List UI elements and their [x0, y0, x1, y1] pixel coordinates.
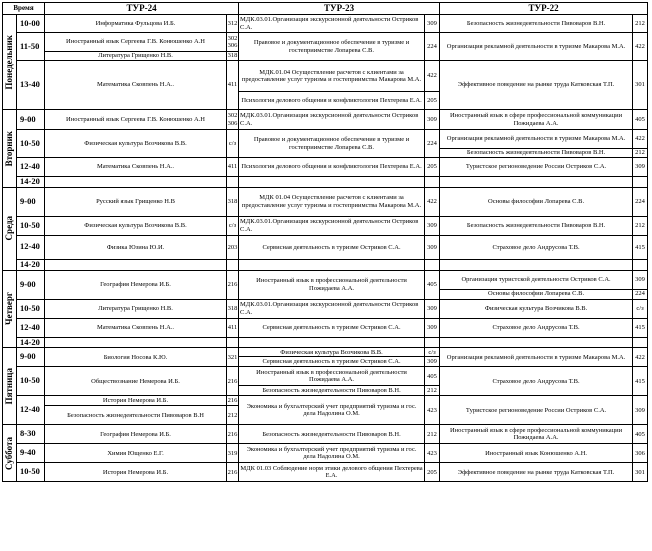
time-slot: 10-50	[17, 130, 45, 158]
day-tuesday: Вторник	[3, 110, 17, 188]
room-cell: 309	[633, 396, 648, 425]
class-cell: Организация рекламной деятельности в туризме Макарова М.А.	[440, 130, 633, 149]
room-cell: 306	[633, 444, 648, 463]
class-cell: Литература Грищенко Н.В.	[45, 299, 227, 318]
class-cell	[239, 259, 425, 270]
room-cell: 422	[425, 187, 440, 216]
class-cell	[239, 337, 425, 348]
class-cell: Физическая культура Возчикова В.В.	[45, 216, 227, 235]
room-cell: 411	[227, 318, 239, 337]
class-cell: Математика Сковпень Н.А..	[45, 61, 227, 110]
class-cell: Безопасность жизнедеятельности Пивоваров В.Н.	[440, 216, 633, 235]
class-cell: Психология делового общения и конфликтология Пехтерева Е.А.	[239, 158, 425, 177]
class-cell: Организация рекламной деятельности в туризме Макарова М.А.	[440, 348, 633, 367]
class-cell: Туристское регионоведение России Остриков С.А.	[440, 396, 633, 425]
class-cell: География Немерова И.Б.	[45, 425, 227, 444]
room-cell: 309	[633, 158, 648, 177]
class-cell: Литература Грищенко Н.В.	[45, 52, 227, 61]
class-cell	[45, 337, 227, 348]
class-cell	[440, 337, 633, 348]
class-cell: МДК 01.03 Соблюдение норм этики делового общения Пехтерева Е.А.	[239, 463, 425, 482]
time-slot: 12-40	[17, 235, 45, 259]
schedule-row	[3, 15, 648, 33]
schedule-row	[3, 367, 648, 386]
time-slot: 10-50	[17, 216, 45, 235]
room-cell: 224	[633, 187, 648, 216]
class-cell: Иностранный язык в профессиональной деятельности Пожидаева А.А.	[239, 367, 425, 386]
schedule-row	[3, 177, 648, 188]
room-cell: 318	[227, 52, 238, 60]
room-cell	[227, 259, 239, 270]
time-slot: 9-00	[17, 187, 45, 216]
schedule-row	[3, 348, 648, 357]
schedule-row	[3, 463, 648, 482]
room-cell: 405	[633, 110, 648, 130]
room-cell: 321	[227, 348, 239, 367]
schedule-table	[2, 2, 648, 482]
class-cell: Информатика Фульцова И.Б.	[45, 15, 227, 33]
room-cell: 309	[425, 318, 440, 337]
time-slot: 10-50	[17, 463, 45, 482]
room-cell	[425, 259, 440, 270]
room-cell: 212	[633, 15, 648, 33]
room-cell	[425, 337, 440, 348]
room-cell: с/з	[633, 299, 648, 318]
class-cell: Безопасность жизнедеятельности Пивоваров В.Н.	[440, 15, 633, 33]
class-cell: Иностранный язык Сергеева Г.В. Конюшенко А.Н	[45, 33, 227, 52]
room-cell: 415	[633, 318, 648, 337]
room-cell: 411	[227, 158, 239, 177]
schedule-row	[3, 216, 648, 235]
room-cell: 224	[633, 289, 648, 299]
class-cell: Физическая культура Возчикова В.В.	[45, 130, 227, 158]
class-cell: Организация рекламной деятельности в туризме Макарова М.А.	[440, 33, 633, 61]
room-cell: 216	[227, 397, 238, 405]
room-cell: с/з	[227, 216, 239, 235]
class-cell: Физика Юзина Ю.И.	[45, 235, 227, 259]
room-cell: 411	[227, 61, 239, 110]
time-slot: 11-50	[17, 33, 45, 61]
room-cell: 309	[425, 216, 440, 235]
room-cell: 302 306	[227, 110, 239, 130]
room-cell	[633, 259, 648, 270]
class-cell: Безопасность жизнедеятельности Пивоваров В.Н.	[239, 386, 425, 396]
class-cell: МДК.03.01.Организация экскурсионной деятельности Остриков С.А.	[239, 299, 425, 318]
class-cell: Иностранный язык Конюшенко А.Н.	[440, 444, 633, 463]
schedule-row	[3, 299, 648, 318]
room-cell: 423	[425, 396, 440, 425]
room-cell: 312	[227, 15, 239, 33]
header-group-tur23: ТУР-23	[239, 3, 440, 15]
room-cell	[425, 177, 440, 188]
class-cell: МДК.03.01.Организация экскурсионной деятельности Остриков С.А.	[239, 110, 425, 130]
time-slot: 9-40	[17, 444, 45, 463]
room-cell: 318	[227, 299, 239, 318]
room-cell: 309	[425, 235, 440, 259]
room-cell: 319	[227, 444, 239, 463]
class-cell: МДК 01.04 Осуществление расчетов с клиентами за предоставление услуг туризма и гостеприимства Макарова М.А.	[239, 187, 425, 216]
room-cell: 309	[425, 110, 440, 130]
time-slot: 14-20	[17, 337, 45, 348]
class-cell: Основы философии Лопарева С.В.	[440, 187, 633, 216]
day-friday: Пятница	[3, 348, 17, 425]
time-slot: 9-00	[17, 270, 45, 299]
time-slot: 10-00	[17, 15, 45, 33]
class-cell: Туристское регионоведение России Остриков С.А.	[440, 158, 633, 177]
room-cell: 224	[425, 130, 440, 158]
room-cell: 205	[425, 92, 440, 110]
header-group-tur24: ТУР-24	[45, 3, 239, 15]
class-cell: Страховое дело Андрусова Т.В.	[440, 235, 633, 259]
class-cell	[239, 177, 425, 188]
time-slot: 9-00	[17, 110, 45, 130]
class-cell: Физическая культура Возчикова В.В.	[239, 348, 425, 357]
schedule-row	[3, 425, 648, 444]
day-thursday: Четверг	[3, 270, 17, 348]
room-cell: 212	[425, 425, 440, 444]
class-cell: МДК.03.01.Организация экскурсионной деятельности Остриков С.А.	[239, 15, 425, 33]
schedule-row	[3, 187, 648, 216]
class-cell: Организация туристской деятельности Остриков С.А.	[440, 270, 633, 289]
schedule-row	[3, 259, 648, 270]
class-cell: Правовое и документационное обеспечение в туризме и гостеприимстве Лопарева С.В.	[239, 130, 425, 158]
class-cell: Иностранный язык в сфере профессиональной коммуникации Пожидаева А.А.	[440, 425, 633, 444]
class-cell: Страховое дело Андрусова Т.В.	[440, 367, 633, 396]
time-slot: 14-20	[17, 259, 45, 270]
room-cell: 309	[425, 357, 440, 367]
room-cell: 415	[633, 367, 648, 396]
room-cell: 309	[633, 270, 648, 289]
class-cell: Иностранный язык Сергеева Г.В. Конюшенко А.Н	[45, 110, 227, 130]
class-cell: Основы философии Лопарева С.В.	[440, 289, 633, 299]
class-cell: Безопасность жизнедеятельности Пивоваров В.Н.	[239, 425, 425, 444]
room-cell: 422	[633, 348, 648, 367]
room-cell	[633, 177, 648, 188]
header-time: Время	[3, 3, 45, 15]
schedule-row	[3, 444, 648, 463]
schedule-row	[3, 61, 648, 91]
class-cell: История Немерова И.Б.	[45, 463, 227, 482]
room-cell: 216	[227, 367, 239, 396]
time-slot: 9-00	[17, 348, 45, 367]
class-cell: Экономика и бухгалтерский учет предприятий туризма и гос. дела Надолина О.М.	[239, 444, 425, 463]
class-cell: МДК.01.04 Осуществление расчетов с клиентами за предоставление услуг туризма и гостеприимства Макарова М.А.	[239, 61, 425, 92]
class-cell: Математика Сковпень Н.А..	[45, 158, 227, 177]
schedule-row	[3, 158, 648, 177]
class-cell	[45, 259, 227, 270]
room-cell: 203	[227, 235, 239, 259]
room-cell	[633, 337, 648, 348]
class-cell: История Немерова И.Б.	[45, 396, 227, 406]
class-cell: География Немерова И.Б.	[45, 270, 227, 299]
header-group-tur22: ТУР-22	[440, 3, 648, 15]
time-slot: 13-40	[17, 61, 45, 110]
room-cell: 205	[425, 463, 440, 482]
room-cell	[227, 177, 239, 188]
room-cell: 212	[425, 386, 440, 396]
class-cell: Сервисная деятельность в туризме Остриков С.А.	[239, 235, 425, 259]
class-cell: Математика Сковпень Н.А..	[45, 318, 227, 337]
schedule-row	[3, 318, 648, 337]
time-slot: 8-30	[17, 425, 45, 444]
room-cell: 423	[425, 444, 440, 463]
room-cell: 212	[633, 149, 648, 158]
class-cell: Иностранный язык в профессиональной деятельности Пожидаева А.А.	[239, 270, 425, 299]
room-cell: 405	[425, 270, 440, 299]
room-cell: 205	[425, 158, 440, 177]
class-cell: Иностранный язык в сфере профессиональной коммуникации Пожидаева А.А.	[440, 110, 633, 130]
room-cell: 422	[633, 33, 648, 61]
room-cell: 301	[633, 61, 648, 110]
room-cell: 415	[633, 235, 648, 259]
room-cell	[227, 337, 239, 348]
class-cell: Сервисная деятельность в туризме Остриков С.А.	[239, 357, 425, 367]
class-cell: Безопасность жизнедеятельности Пивоваров В.Н	[45, 406, 227, 425]
time-slot: 12-40	[17, 318, 45, 337]
room-cell: 318	[227, 187, 239, 216]
schedule-row	[3, 110, 648, 130]
room-cell: 302 306	[227, 33, 239, 52]
class-cell	[45, 177, 227, 188]
room-cell: 405	[633, 425, 648, 444]
room-cell: 422	[633, 130, 648, 149]
class-cell: Химия Ющенко Е.Г.	[45, 444, 227, 463]
room-cell: 216	[227, 270, 239, 299]
schedule-row	[3, 235, 648, 259]
room-cell: 212	[633, 216, 648, 235]
class-cell: Обществознание Немерова И.Б.	[45, 367, 227, 396]
room-cell: с/з	[227, 130, 239, 158]
room-cell: 301	[633, 463, 648, 482]
room-cell: 216	[227, 463, 239, 482]
class-cell: Физическая культура Возчикова В.В.	[440, 299, 633, 318]
class-cell: Безопасность жизнедеятельности Пивоваров В.Н.	[440, 149, 633, 158]
day-monday: Понедельник	[3, 15, 17, 110]
room-cell: 309	[425, 299, 440, 318]
header-row	[3, 3, 648, 15]
schedule-row	[3, 396, 648, 406]
schedule-row	[3, 33, 648, 52]
class-cell: Психология делового общения и конфликтология Пехтерева Е.А.	[239, 92, 425, 110]
room-cell: 309	[425, 15, 440, 33]
class-cell: Сервисная деятельность в туризме Остриков С.А.	[239, 318, 425, 337]
room-cell: 224	[425, 33, 440, 61]
room-cell: 405	[425, 367, 440, 386]
class-cell	[440, 177, 633, 188]
time-slot: 10-50	[17, 299, 45, 318]
time-slot: 12-40	[17, 396, 45, 425]
class-cell: МДК.03.01.Организация экскурсионной деятельности Остриков С.А.	[239, 216, 425, 235]
day-wednesday: Среда	[3, 187, 17, 270]
schedule-row	[3, 130, 648, 149]
schedule-row	[3, 270, 648, 289]
class-cell	[440, 259, 633, 270]
class-cell: Русский язык Грищенко Н.В	[45, 187, 227, 216]
class-cell: Эффективное поведение на рынке труда Катковская Т.П.	[440, 463, 633, 482]
class-cell: Правовое и документационное обеспечение в туризме и гостеприимстве Лопарева С.В.	[239, 33, 425, 61]
room-cell: с/з	[425, 348, 440, 357]
time-slot: 12-40	[17, 158, 45, 177]
schedule-row	[3, 337, 648, 348]
time-slot: 10-50	[17, 367, 45, 396]
room-cell: 422	[425, 61, 440, 92]
room-cell: 216	[227, 425, 239, 444]
class-cell: Биология Носова К.Ю.	[45, 348, 227, 367]
day-saturday: Суббота	[3, 425, 17, 482]
class-cell: Экономика и бухгалтерский учет предприятий туризма и гос. дела Надолина О.М.	[239, 396, 425, 425]
class-cell: Эффективное поведение на рынке труда Катковская Т.П.	[440, 61, 633, 110]
class-cell: Страховое дело Андрусова Т.В.	[440, 318, 633, 337]
room-cell: 212	[227, 406, 239, 425]
time-slot: 14-20	[17, 177, 45, 188]
